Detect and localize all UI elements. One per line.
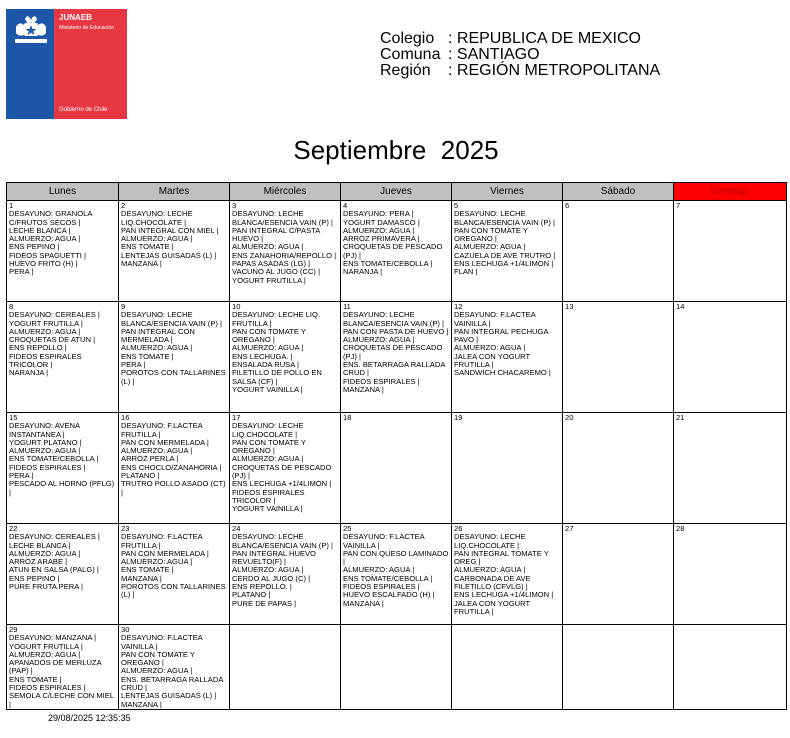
day-cell [563, 302, 674, 413]
menu-line: DESAYUNO: LECHE LIQ.CHOCOLATE | [454, 532, 526, 550]
menu-line: CAZUELA DE AVE TRUTRO | [454, 250, 556, 260]
day-cell [674, 625, 787, 710]
menu-line: ENS LECHUGA +1/4LIMON | [454, 259, 554, 269]
menu-line: DESAYUNO: LECHE BLANCA/ESENCIA VAIN (P) | [343, 310, 444, 328]
menu-line: YOGURT DAMASCO | [343, 217, 420, 227]
month-title [0, 135, 790, 166]
school-info [380, 31, 660, 79]
menu-line: ENS TOMATE/CEBOLLA | [343, 259, 433, 269]
menu-line: JALEA CON YOGURT FRUTILLA | [454, 351, 530, 370]
day-cell [341, 524, 452, 625]
menu-line: DESAYUNO: F.LACTEA VAINILLA | [454, 310, 536, 328]
menu-line: ENS TOMATE/CEBOLLA | [9, 454, 99, 464]
weekday-header: Viernes [452, 183, 563, 201]
day-number: 25 [343, 524, 352, 533]
menu-line: DESAYUNO: CEREALES | [9, 532, 100, 542]
menu-line: DESAYUNO: CEREALES | [9, 310, 100, 320]
menu-line: PAN INTEGRAL PECHUGA PAVO | [454, 326, 549, 345]
day-number: 20 [565, 413, 574, 422]
day-cell [230, 413, 341, 524]
menu-line: DESAYUNO: LECHE BLANCA/ESENCIA VAIN (P) | [121, 310, 222, 328]
week-row [7, 302, 787, 413]
day-cell [119, 524, 230, 625]
menu-line: LENTEJAS GUISADAS (L) | [121, 250, 217, 260]
menu-line: YOGURT VAINILLA | [232, 384, 303, 394]
day-number: 28 [676, 524, 685, 533]
day-number: 3 [232, 201, 237, 210]
day-number: 21 [676, 413, 685, 422]
week-row [7, 625, 787, 710]
menu-line: PURE DE PAPAS | [232, 598, 297, 608]
menu-line: DESAYUNO: LECHE BLANCA/ESENCIA VAIN (P) | [454, 209, 555, 227]
menu-line: FIDEOS SPAGUETTI | [9, 250, 86, 260]
day-number: 10 [232, 302, 241, 311]
day-number: 14 [676, 302, 685, 311]
menu-line: PAN CON TOMATE Y OREGANO | [232, 326, 306, 345]
day-cell [563, 625, 674, 710]
day-number: 1 [9, 201, 14, 210]
day-cell [230, 625, 341, 710]
menu-line: DESAYUNO: LECHE LIQ. FRUTILLA | [232, 310, 321, 328]
menu-line: DESAYUNO: MANZANA | [9, 633, 97, 643]
day-number: 22 [9, 524, 18, 533]
menu-line: SANDWICH CHACAREMO | [454, 368, 551, 378]
day-number: 11 [343, 302, 351, 311]
menu-line: YOGURT FRUTILLA | [232, 275, 306, 285]
menu-line: CROQUETAS DE PESCADO (PJ) | [232, 462, 332, 481]
comuna-row [380, 47, 660, 63]
menu-line: ENS TOMATE | [121, 242, 174, 252]
menu-line: ARROZ ARABE | [9, 557, 68, 567]
menu-line: DESAYUNO: LECHE LIQ.CHOCOLATE | [121, 209, 193, 227]
day-number: 5 [454, 201, 459, 210]
day-cell [563, 413, 674, 524]
region-label: Región [380, 62, 431, 79]
menu-line: LECHE BLANCA | [9, 225, 71, 235]
menu-line: DESAYUNO: F.LACTEA FRUTILLA | [121, 421, 203, 439]
menu-line: MANZANA | [343, 598, 384, 608]
menu-line: ENS ZANAHORIA/REPOLLO | [232, 250, 337, 260]
menu-line: PERA | [9, 267, 34, 277]
menu-line: ALMUERZO: AGUA | [121, 446, 193, 456]
region-row [380, 63, 660, 79]
day-number: 8 [9, 302, 14, 311]
menu-line: YOGURT FRUTILLA | [9, 641, 83, 651]
menu-line: ALMUERZO: AGUA | [9, 234, 81, 244]
menu-line: MANZANA | [121, 699, 162, 709]
week-row [7, 201, 787, 302]
menu-line: JALEA CON YOGURT FRUTILLA | [454, 598, 530, 616]
day-cell [119, 413, 230, 524]
menu-line: NARANJA | [343, 267, 383, 277]
colegio-value: : REPUBLICA DE MEXICO [448, 30, 641, 47]
menu-line: ENS LECHUGA +1/4LIMON | [454, 590, 554, 600]
menu-line: ENS TOMATE/CEBOLLA | [343, 573, 433, 583]
menu-line: FILETILLO DE POLLO EN SALSA (CF) | [232, 368, 322, 386]
day-number: 9 [121, 302, 126, 311]
menu-line: PAN INTEGRAL HUEVO REVUELTO(F) | [232, 548, 316, 567]
day-number: 27 [565, 524, 574, 533]
menu-line: DESAYUNO: AVENA INSTANTANEA | [9, 421, 80, 439]
junaeb-logo [6, 9, 127, 119]
day-cell [674, 524, 787, 625]
menu-line: ARROZ PERLA | [121, 454, 179, 464]
menu-line: PAN CON MERMELADA | [121, 437, 209, 447]
menu-line: ALMUERZO: AGUA | [454, 565, 526, 575]
menu-calendar [6, 182, 787, 710]
day-cell [230, 302, 341, 413]
menu-line: ALMUERZO: AGUA | [454, 242, 526, 252]
weekday-header-row [7, 183, 787, 201]
menu-line: ARROZ PRIMAVERA | [343, 234, 420, 244]
menu-line: ENS. BETARRAGA RALLADA CRUD | [121, 674, 223, 693]
day-cell [452, 302, 563, 413]
menu-line: POROTOS CON TALLARINES (L) | [121, 368, 226, 386]
menu-line: ENS REPOLLO. | [232, 582, 292, 592]
menu-line: DESAYUNO: PERA | [343, 209, 414, 219]
day-cell [7, 625, 119, 710]
day-number: 4 [343, 201, 348, 210]
menu-line: DESAYUNO: LECHE LIQ.CHOCOLATE | [232, 421, 304, 439]
menu-line: VACUNO AL JUGO (CC) | [232, 267, 321, 277]
region-value: : REGIÓN METROPOLITANA [448, 62, 661, 79]
logo-government: Gobierno de Chile [59, 107, 108, 113]
comuna-value: : SANTIAGO [448, 46, 540, 63]
menu-line: YOGURT VAINILLA | [232, 504, 303, 514]
menu-line: MANZANA | [343, 384, 384, 394]
menu-line: LECHE BLANCA | [9, 540, 71, 550]
menu-line: DESAYUNO: F.LACTEA VAINILLA | [343, 532, 425, 550]
menu-line: ALMUERZO: AGUA | [121, 557, 193, 567]
menu-line: ALMUERZO: AGUA | [343, 335, 415, 345]
day-cell [452, 413, 563, 524]
menu-line: FLAN | [454, 267, 478, 277]
menu-line: CROQUETAS DE PESCADO (PJ) | [343, 343, 443, 361]
menu-line: YOGURT FRUTILLA | [9, 318, 83, 328]
day-cell [119, 302, 230, 413]
day-cell [119, 201, 230, 302]
menu-line: ENS LECHUGA. | [232, 351, 293, 361]
menu-line: PLATANO | [232, 590, 271, 600]
day-cell [674, 413, 787, 524]
menu-line: PAN INTEGRAL TOMATE Y OREG | [454, 548, 549, 567]
menu-line: ALMUERZO: AGUA | [121, 666, 193, 676]
logo-brand: JUNAEB [59, 13, 92, 22]
menu-line: PAN CON TOMATE Y OREGANO | [454, 225, 528, 244]
menu-line: CARBONADA DE AVE FILETILLO (CFVLG) | [454, 573, 531, 592]
menu-line: ALMUERZO: AGUA | [232, 242, 304, 252]
day-number: 15 [9, 413, 18, 422]
menu-line: ENS PEPINO | [9, 573, 60, 583]
menu-line: ENS TOMATE | [121, 565, 174, 575]
menu-line: ENS PEPINO | [9, 242, 60, 252]
month-title-text: Septiembre 2025 [293, 135, 499, 165]
day-cell [341, 625, 452, 710]
menu-line: NARANJA | [9, 368, 49, 378]
menu-line: FIDEOS ESPIRALES | [343, 582, 420, 592]
day-cell [7, 413, 119, 524]
day-cell [563, 524, 674, 625]
menu-line: PAN INTEGRAL CON MERMELADA | [121, 326, 195, 345]
day-cell [7, 201, 119, 302]
menu-line: DESAYUNO: LECHE BLANCA/ESENCIA VAIN (P) | [232, 532, 333, 550]
day-cell [674, 302, 787, 413]
colegio-row [380, 31, 660, 47]
menu-line: CERDO AL JUGO (C) | [232, 573, 311, 583]
menu-line: POROTOS CON TALLARINES (L) | [121, 582, 226, 600]
day-number: 6 [565, 201, 570, 210]
menu-line: ENS LECHUGA +1/4LIMON | [232, 479, 332, 489]
menu-line: PAPAS ASADAS (LG) | [232, 259, 311, 269]
day-number: 29 [9, 625, 18, 634]
menu-line: MANZANA | [121, 573, 162, 583]
menu-line: ALMUERZO: AGUA | [343, 225, 415, 235]
day-number: 13 [565, 302, 574, 311]
day-number: 12 [454, 302, 463, 311]
day-number: 23 [121, 524, 130, 533]
menu-line: ENS CHOCLO/ZANAHORIA | [121, 462, 222, 472]
menu-line: SEMOLA C/LECHE CON MIEL | [9, 691, 114, 709]
menu-line: FIDEOS ESPIRALES | [9, 683, 86, 693]
menu-line: PAN INTEGRAL C/PASTA HUEVO | [232, 225, 320, 244]
colegio-label: Colegio [380, 30, 435, 47]
menu-line: FIDEOS ESPIRALES TRICOLOR | [9, 351, 82, 370]
week-row [7, 413, 787, 524]
day-cell [230, 201, 341, 302]
menu-line: HUEVO ESCALFADO (H) | [343, 590, 435, 600]
menu-line: DESAYUNO: F.LACTEA FRUTILLA | [121, 532, 203, 550]
menu-line: LENTEJAS GUISADAS (L) | [121, 691, 217, 701]
menu-line: ENSALADA RUSA | [232, 360, 299, 370]
menu-line: ALMUERZO: AGUA | [121, 343, 193, 353]
menu-line: YOGURT PLATANO | [9, 437, 82, 447]
menu-line: ENS REPOLLO | [9, 343, 67, 353]
calendar-body [7, 201, 787, 710]
day-cell [119, 625, 230, 710]
menu-line: ALMUERZO: AGUA | [232, 454, 304, 464]
menu-line: ALMUERZO: AGUA | [232, 565, 304, 575]
day-number: 26 [454, 524, 463, 533]
menu-line: ENS. BETARRAGA RALLADA CRUD | [343, 360, 445, 378]
day-number: 17 [232, 413, 241, 422]
day-number: 24 [232, 524, 241, 533]
day-cell [7, 524, 119, 625]
menu-line: ALMUERZO: AGUA | [9, 548, 81, 558]
menu-line: DESAYUNO: GRANOLA C/FRUTOS SECOS | [9, 209, 92, 227]
menu-line: ALMUERZO: AGUA | [9, 446, 81, 456]
menu-line: ALMUERZO: AGUA | [9, 326, 81, 336]
menu-line: ENS TOMATE | [121, 351, 174, 361]
menu-line: DESAYUNO: LECHE BLANCA/ESENCIA VAIN (P) | [232, 209, 333, 227]
menu-line: PAN CON TOMATE Y OREGANO | [121, 649, 195, 668]
menu-line: FIDEOS ESPIRALES | [9, 462, 86, 472]
menu-line: PAN CON MERMELADA | [121, 548, 209, 558]
day-cell [341, 302, 452, 413]
day-cell [674, 201, 787, 302]
menu-line: FIDEOS ESPIRALES TRICOLOR | [232, 487, 305, 505]
printed-timestamp: 29/08/2025 12:35:35 [48, 713, 131, 723]
menu-line: PLATANO | [121, 471, 160, 481]
day-cell [563, 201, 674, 302]
weekday-header: Sábado [563, 183, 674, 201]
menu-line: PAN CON TOMATE Y OREGANO | [232, 437, 306, 456]
menu-line: ALMUERZO: AGUA | [232, 343, 304, 353]
menu-line: PAN CON QUESO LAMINADO | [343, 548, 449, 567]
day-number: 18 [343, 413, 352, 422]
day-cell [341, 201, 452, 302]
menu-line: PAN CON PASTA DE HUEVO | [343, 326, 449, 336]
menu-line: PURE FRUTA PERA | [9, 582, 83, 592]
menu-line: PERA | [121, 360, 146, 370]
menu-line: ATUN EN SALSA (PALG) | [9, 565, 99, 575]
day-cell [341, 413, 452, 524]
day-number: 7 [676, 201, 681, 210]
day-cell [7, 302, 119, 413]
day-number: 19 [454, 413, 463, 422]
day-number: 16 [121, 413, 130, 422]
week-row [7, 524, 787, 625]
menu-line: CROQUETAS DE ATUN | [9, 335, 96, 345]
day-number: 30 [121, 625, 130, 634]
day-cell [452, 201, 563, 302]
menu-line: ALMUERZO: AGUA | [454, 343, 526, 353]
logo-ministry: Ministerio de Educación [59, 25, 115, 31]
menu-line: ALMUERZO: AGUA | [343, 565, 415, 575]
weekday-header: Domingo [674, 183, 787, 201]
day-number: 2 [121, 201, 126, 210]
weekday-header: Martes [119, 183, 230, 201]
menu-line: APANADOS DE MERLUZA (PAP) | [9, 658, 102, 676]
chile-coat-of-arms-icon [12, 13, 50, 49]
menu-line: DESAYUNO: F.LACTEA VAINILLA | [121, 633, 203, 651]
menu-line: FIDEOS ESPIRALES | [343, 376, 420, 386]
menu-line: ALMUERZO: AGUA | [9, 649, 81, 659]
menu-line: MANZANA | [121, 259, 162, 269]
day-cell [230, 524, 341, 625]
weekday-header: Lunes [7, 183, 119, 201]
menu-line: PESCADO AL HORNO (PFLG) | [9, 479, 115, 497]
menu-line: PERA | [9, 471, 34, 481]
menu-line: ENS TOMATE | [9, 674, 62, 684]
menu-line: ALMUERZO: AGUA | [121, 234, 193, 244]
comuna-label: Comuna [380, 46, 441, 63]
menu-line: PAN INTEGRAL CON MIEL | [121, 225, 219, 235]
menu-line: HUEVO FRITO (H) | [9, 259, 78, 269]
menu-line: TRUTRO POLLO ASADO (CT) | [121, 479, 226, 497]
weekday-header: Miércoles [230, 183, 341, 201]
weekday-header: Jueves [341, 183, 452, 201]
day-cell [452, 524, 563, 625]
day-cell [452, 625, 563, 710]
menu-line: CROQUETAS DE PESCADO (PJ) | [343, 242, 443, 260]
